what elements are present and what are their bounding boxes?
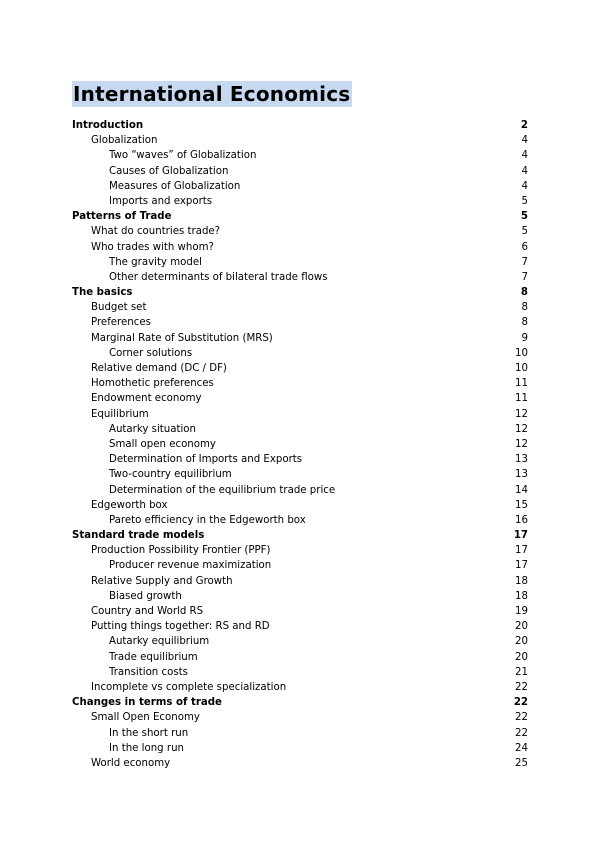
toc-entry-page: 18 — [515, 575, 528, 587]
toc-entry[interactable] — [72, 240, 528, 255]
toc-entry[interactable] — [72, 741, 528, 756]
toc-entry-label: The basics — [72, 287, 133, 299]
toc-entry[interactable] — [72, 695, 528, 710]
toc-entry[interactable] — [72, 285, 528, 300]
toc-entry-label: Marginal Rate of Substitution (MRS) — [91, 332, 273, 344]
toc-entry-page: 8 — [521, 317, 528, 329]
toc-entry-label: Measures of Globalization — [109, 180, 241, 192]
toc-entry-label: Imports and exports — [109, 195, 213, 207]
toc-entry-page: 13 — [515, 469, 528, 481]
toc-entry[interactable] — [72, 498, 528, 513]
toc-entry-label: Two-country equilibrium — [109, 469, 232, 481]
toc-entry[interactable] — [72, 422, 528, 437]
toc-entry-label: Globalization — [91, 135, 158, 147]
toc-entry-page: 5 — [521, 195, 528, 207]
toc-entry[interactable] — [72, 148, 528, 163]
toc-entry[interactable] — [72, 407, 528, 422]
toc-entry-label: Small Open Economy — [91, 712, 200, 724]
toc-entry-page: 21 — [515, 666, 528, 678]
toc-entry-label: Standard trade models — [72, 530, 205, 542]
toc-entry[interactable] — [72, 574, 528, 589]
toc-entry-label: Corner solutions — [109, 347, 193, 359]
toc-entry-page: 24 — [515, 742, 528, 754]
toc-entry-page: 12 — [515, 423, 528, 435]
toc-entry-page: 4 — [521, 135, 528, 147]
toc-entry-page: 12 — [515, 438, 528, 450]
toc-entry-label: In the long run — [109, 742, 184, 754]
toc-entry[interactable] — [72, 726, 528, 741]
toc-entry-label: Production Possibility Frontier (PPF) — [91, 545, 271, 557]
toc-entry-label: Determination of the equilibrium trade price — [109, 484, 336, 496]
toc-entry[interactable] — [72, 665, 528, 680]
toc-entry[interactable] — [72, 133, 528, 148]
toc-entry[interactable] — [72, 118, 528, 133]
toc-entry-label: Edgeworth box — [91, 499, 168, 511]
toc-entry-label: Transition costs — [109, 666, 188, 678]
toc-entry-page: 7 — [521, 271, 528, 283]
toc-entry-label: Autarky equilibrium — [109, 636, 210, 648]
toc-entry[interactable] — [72, 634, 528, 649]
toc-entry-page: 4 — [521, 150, 528, 162]
toc-entry[interactable] — [72, 331, 528, 346]
toc-entry[interactable] — [72, 756, 528, 771]
toc-entry-page: 8 — [521, 302, 528, 314]
toc-entry[interactable] — [72, 164, 528, 179]
toc-entry[interactable] — [72, 194, 528, 209]
toc-entry-page: 6 — [521, 241, 528, 253]
toc-entry-label: The gravity model — [109, 256, 202, 268]
toc-entry-page: 12 — [515, 408, 528, 420]
toc-entry[interactable] — [72, 391, 528, 406]
toc-entry[interactable] — [72, 513, 528, 528]
table-of-contents — [72, 118, 528, 771]
document-title: International Economics — [73, 82, 351, 106]
toc-entry-label: Budget set — [91, 302, 147, 314]
toc-entry[interactable] — [72, 376, 528, 391]
toc-entry-label: Trade equilibrium — [109, 651, 198, 663]
toc-entry-label: What do countries trade? — [91, 226, 221, 238]
toc-entry-label: Who trades with whom? — [91, 241, 214, 253]
toc-entry[interactable] — [72, 209, 528, 224]
toc-entry-label: Biased growth — [109, 590, 182, 602]
toc-entry-label: Determination of Imports and Exports — [109, 454, 303, 466]
toc-entry-page: 4 — [521, 165, 528, 177]
toc-entry[interactable] — [72, 179, 528, 194]
toc-entry-label: Causes of Globalization — [109, 165, 229, 177]
toc-entry-page: 10 — [515, 363, 528, 374]
toc-entry-label: Relative Supply and Growth — [91, 575, 233, 587]
toc-entry-page: 11 — [515, 393, 528, 405]
toc-entry[interactable] — [72, 650, 528, 665]
toc-entry[interactable] — [72, 346, 528, 361]
toc-entry-label: In the short run — [109, 727, 189, 739]
toc-entry[interactable] — [72, 619, 528, 634]
toc-entry[interactable] — [72, 452, 528, 467]
toc-entry-page: 2 — [520, 120, 528, 131]
toc-entry-label: Preferences — [91, 317, 151, 329]
toc-entry-page: 20 — [515, 621, 528, 633]
toc-entry-label: Relative demand (DC / DF) — [91, 363, 227, 374]
toc-entry-page: 18 — [515, 590, 528, 602]
toc-entry-page: 20 — [515, 636, 528, 648]
toc-entry-page: 15 — [515, 499, 528, 511]
toc-entry-page: 22 — [515, 712, 528, 724]
toc-entry-label: Patterns of Trade — [72, 211, 172, 223]
toc-entry-page: 17 — [515, 545, 528, 557]
toc-entry-page: 17 — [515, 560, 528, 572]
toc-entry[interactable] — [72, 315, 528, 330]
toc-entry-label: Other determinants of bilateral trade flows — [109, 271, 328, 283]
toc-entry[interactable] — [72, 604, 528, 619]
toc-entry-page: 22 — [515, 681, 528, 693]
toc-entry[interactable] — [72, 437, 528, 452]
toc-entry[interactable] — [72, 680, 528, 695]
toc-entry[interactable] — [72, 528, 528, 543]
toc-entry-page: 13 — [515, 454, 528, 466]
toc-entry[interactable] — [72, 300, 528, 315]
toc-entry-page: 10 — [515, 347, 528, 359]
toc-entry-label: Country and World RS — [91, 606, 204, 617]
toc-entry-label: Producer revenue maximization — [109, 560, 272, 572]
toc-entry[interactable] — [72, 224, 528, 239]
toc-entry[interactable] — [72, 255, 528, 270]
toc-entry[interactable] — [72, 558, 528, 573]
toc-entry-label: Endowment economy — [91, 393, 202, 405]
toc-entry-label: Pareto efficiency in the Edgeworth box — [109, 514, 306, 526]
toc-entry-page: 11 — [515, 378, 528, 390]
toc-entry-page: 5 — [520, 211, 528, 223]
toc-entry-label: Changes in terms of trade — [72, 697, 222, 709]
toc-entry-page: 8 — [520, 287, 528, 299]
toc-entry-page: 17 — [513, 530, 528, 542]
toc-entry-label: Incomplete vs complete specialization — [91, 681, 287, 693]
toc-entry[interactable] — [72, 467, 528, 482]
toc-entry[interactable] — [72, 483, 528, 498]
toc-entry-page: 25 — [515, 757, 528, 769]
toc-entry-label: Homothetic preferences — [91, 378, 214, 390]
toc-entry-label: Small open economy — [109, 438, 216, 450]
toc-entry-page: 14 — [515, 484, 528, 496]
toc-entry[interactable] — [72, 543, 528, 558]
toc-entry-page: 9 — [521, 332, 528, 344]
toc-entry-page: 5 — [521, 226, 528, 238]
toc-entry-label: World economy — [91, 757, 171, 769]
toc-entry-label: Autarky situation — [109, 423, 197, 435]
toc-entry-page: 4 — [521, 180, 528, 192]
toc-entry-page: 16 — [515, 514, 528, 526]
toc-entry[interactable] — [72, 589, 528, 604]
toc-entry[interactable] — [72, 270, 528, 285]
toc-entry[interactable] — [72, 710, 528, 725]
toc-entry-page: 19 — [515, 606, 528, 617]
toc-entry[interactable] — [72, 361, 528, 376]
toc-entry-label: Two “waves” of Globalization — [109, 150, 257, 162]
toc-entry-label: Equilibrium — [91, 408, 149, 420]
toc-entry-page: 7 — [521, 256, 528, 268]
toc-entry-label: Putting things together: RS and RD — [91, 621, 270, 633]
toc-entry-page: 22 — [515, 727, 528, 739]
toc-entry-page: 22 — [513, 697, 528, 709]
toc-entry-label: Introduction — [72, 120, 144, 131]
toc-entry-page: 20 — [515, 651, 528, 663]
